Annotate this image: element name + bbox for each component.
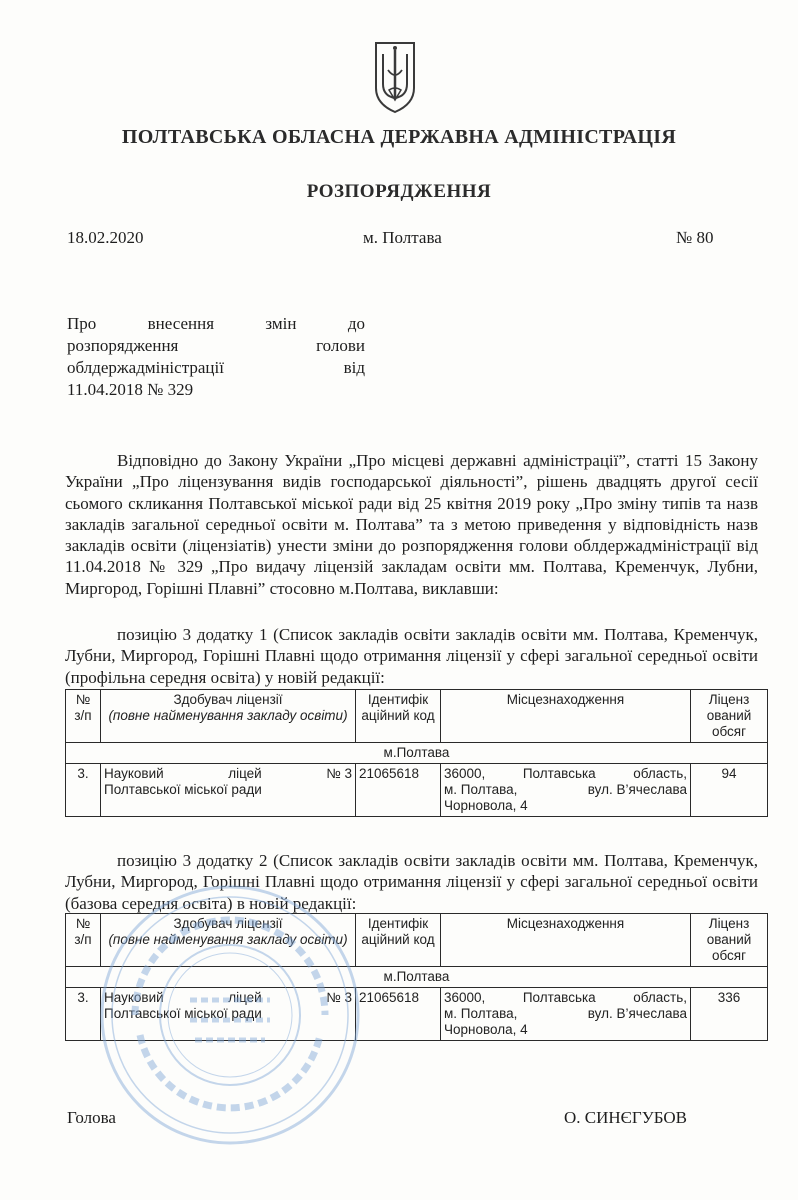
row-volume: 94 [691, 764, 768, 817]
table-header-row [66, 690, 768, 743]
subject-word: до [347, 314, 365, 333]
paragraph-text: позицію 3 додатку 1 (Список закладів освіти закладів освіти мм. Полтава, Кременчук, Лубни, Миргород, Горішні Плавні щодо отримання ліцензії у сфері загальної середньої освіти (профільна середня освіта) у новій редакції: [65, 625, 758, 687]
table-row [66, 764, 768, 817]
paragraph-text: позицію 3 додатку 2 (Список закладів освіти закладів освіти мм. Полтава, Кременчук, Лубни, Миргород, Горішні Плавні щодо отримання ліцензії у сфері загальної середньої освіти (базова середня освіта) в новій редакції: [65, 851, 758, 913]
document-date: 18.02.2020 [67, 228, 144, 247]
header-id-code: Ідентифік аційний код [356, 914, 441, 967]
header-num: № з/п [66, 690, 101, 743]
subject-word: внесення [147, 314, 215, 333]
document-subject [67, 313, 365, 401]
subject-word: розпорядження [67, 336, 179, 355]
subject-word: змін [265, 314, 297, 333]
official-stamp [95, 880, 365, 1150]
row-address: 36000, Полтавська область, м. Полтава, вул. В’ячеслава Чорновола, 4 [441, 764, 691, 817]
header-id-code: Ідентифік аційний код [356, 690, 441, 743]
organization-title: ПОЛТАВСЬКА ОБЛАСНА ДЕРЖАВНА АДМІНІСТРАЦІЯ [121, 126, 677, 148]
row-code: 21065618 [356, 764, 441, 817]
subject-word: облдержадміністрації [67, 358, 224, 377]
row-name: Науковий ліцей № 3 Полтавської міської ради [101, 764, 356, 817]
row-address: 36000, Полтавська область, м. Полтава, вул. В’ячеслава Чорновола, 4 [441, 988, 691, 1041]
header-applicant: Здобувач ліцензії (повне найменування закладу освіти) [101, 690, 356, 743]
document-city: м. Полтава [363, 228, 442, 247]
header-volume: Ліценз ований обсяг [691, 914, 768, 967]
header-location: Місцезнаходження [441, 914, 691, 967]
header-location: Місцезнаходження [441, 690, 691, 743]
document-type-title: РОЗПОРЯДЖЕННЯ [306, 181, 492, 202]
subject-word: від [343, 358, 365, 377]
license-table-1 [65, 689, 768, 817]
header-volume: Ліценз ований обсяг [691, 690, 768, 743]
row-code: 21065618 [356, 988, 441, 1041]
signature-name: О. СИНЄГУБОВ [564, 1108, 688, 1127]
document-number: № 80 [676, 228, 714, 247]
city-cell: м.Полтава [66, 743, 768, 764]
subject-word: Про [67, 314, 97, 333]
row-num: 3. [66, 988, 101, 1041]
header-num: № з/п [66, 914, 101, 967]
paragraph-text: Відповідно до Закону України „Про місцеві державні адміністрації”, статті 15 Закону України „Про ліцензування видів господарської діяльності”, рішень двадцять другої сесії сьомого скликання Полтавської міської ради від 25 квітня 2019 року „Про зміну типів та назв закладів загальної середньої освіти м. Полтава” та з метою приведення у відповідність назв закладів освіти (ліцензіатів) унести зміни до розпорядження голови облдержадміністрації від 11.04.2018 № 329 „Про видачу ліцензій закладам освіти мм. Полтава, Кременчук, Лубни, Миргород, Горішні Плавні” стосовно м.Полтава, виклавши: [65, 451, 758, 598]
city-cell: м.Полтава [66, 967, 768, 988]
subject-word: голови [316, 336, 365, 355]
subject-reference: 11.04.2018 № 329 [67, 380, 194, 399]
header-applicant: Здобувач ліцензії (повне найменування закладу освіти) [101, 914, 356, 967]
body-paragraph-1 [65, 450, 758, 599]
body-paragraph-2 [65, 624, 758, 688]
row-num: 3. [66, 764, 101, 817]
table-city-row [66, 743, 768, 764]
coat-of-arms-icon [372, 40, 418, 114]
signature-title: Голова [67, 1108, 116, 1127]
row-volume: 336 [691, 988, 768, 1041]
row-name: Науковий ліцей № 3 Полтавської міської ради [101, 988, 356, 1041]
